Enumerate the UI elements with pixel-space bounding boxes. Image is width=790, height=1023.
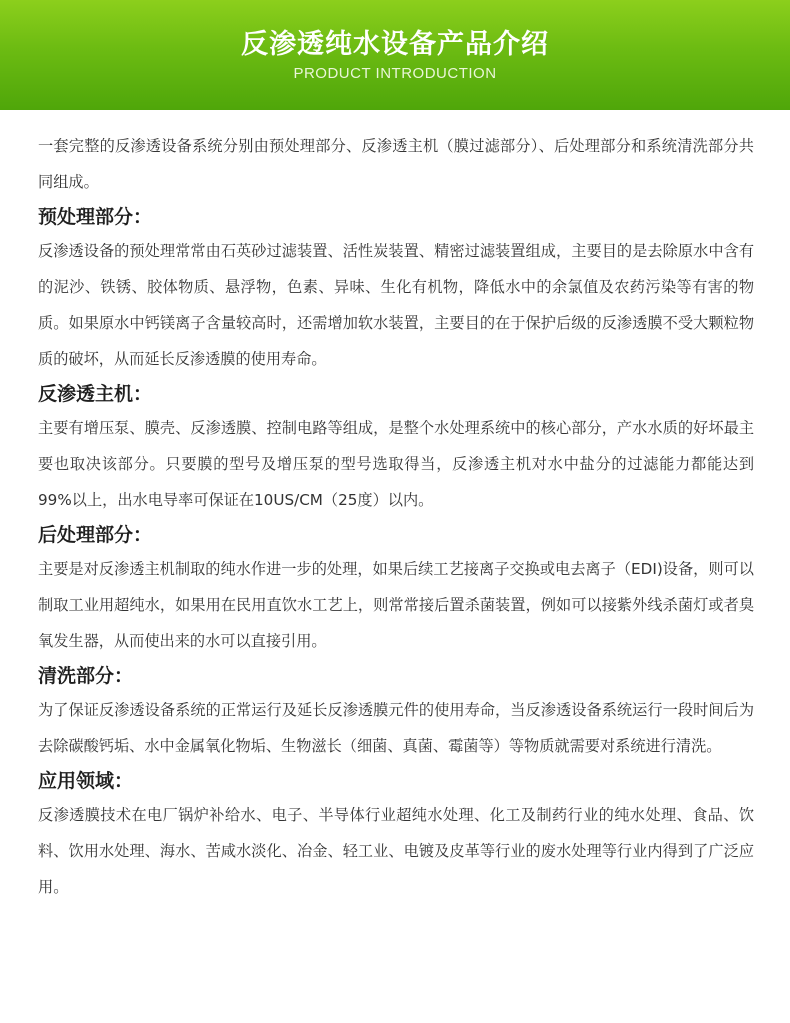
section-body-ro-host: 主要有增压泵、膜壳、反渗透膜、控制电路等组成，是整个水处理系统中的核心部分，产水水质的好坏最主要也取决该部分。只要膜的型号及增压泵的型号选取得当，反渗透主机对水中盐分的过滤能力都能达到99%以上，出水电导率可保证在10US/CM（25度）以内。 xyxy=(38,419,754,509)
section-heading-pretreatment: 预处理部分： xyxy=(38,206,153,228)
section-heading-cleaning: 清洗部分： xyxy=(38,665,134,687)
intro-paragraph: 一套完整的反渗透设备系统分别由预处理部分、反渗透主机（膜过滤部分）、后处理部分和系统清洗部分共同组成。 xyxy=(38,137,754,191)
section-body-applications: 反渗透膜技术在电厂锅炉补给水、电子、半导体行业超纯水处理、化工及制药行业的纯水处理、食品、饮料、饮用水处理、海水、苦咸水淡化、冶金、轻工业、电镀及皮革等行业的废水处理等行业内得到了广泛应用。 xyxy=(38,806,754,896)
section-heading-applications: 应用领域： xyxy=(38,770,134,792)
section-heading-ro-host: 反渗透主机： xyxy=(38,383,153,405)
section-body-posttreatment: 主要是对反渗透主机制取的纯水作进一步的处理，如果后续工艺接离子交换或电去离子（EDI)设备，则可以制取工业用超纯水，如果用在民用直饮水工艺上，则常常接后置杀菌装置，例如可以接紫外线杀菌灯或者臭氧发生器，从而使出来的水可以直接引用。 xyxy=(38,560,754,650)
header-banner xyxy=(0,0,790,110)
section-heading-posttreatment: 后处理部分： xyxy=(38,524,153,546)
section-body-cleaning: 为了保证反渗透设备系统的正常运行及延长反渗透膜元件的使用寿命，当反渗透设备系统运行一段时间后为去除碳酸钙垢、水中金属氧化物垢、生物滋长（细菌、真菌、霉菌等）等物质就需要对系统进行清洗。 xyxy=(38,701,754,755)
page-title: 反渗透纯水设备产品介绍 xyxy=(241,29,549,60)
page-subtitle: PRODUCT INTRODUCTION xyxy=(293,65,497,82)
article-body xyxy=(38,128,754,905)
section-body-pretreatment: 反渗透设备的预处理常常由石英砂过滤装置、活性炭装置、精密过滤装置组成，主要目的是去除原水中含有的泥沙、铁锈、胶体物质、悬浮物，色素、异味、生化有机物，降低水中的余氯值及农药污染等有害的物质。如果原水中钙镁离子含量较高时，还需增加软水装置，主要目的在于保护后级的反渗透膜不受大颗粒物质的破坏，从而延长反渗透膜的使用寿命。 xyxy=(38,242,754,368)
